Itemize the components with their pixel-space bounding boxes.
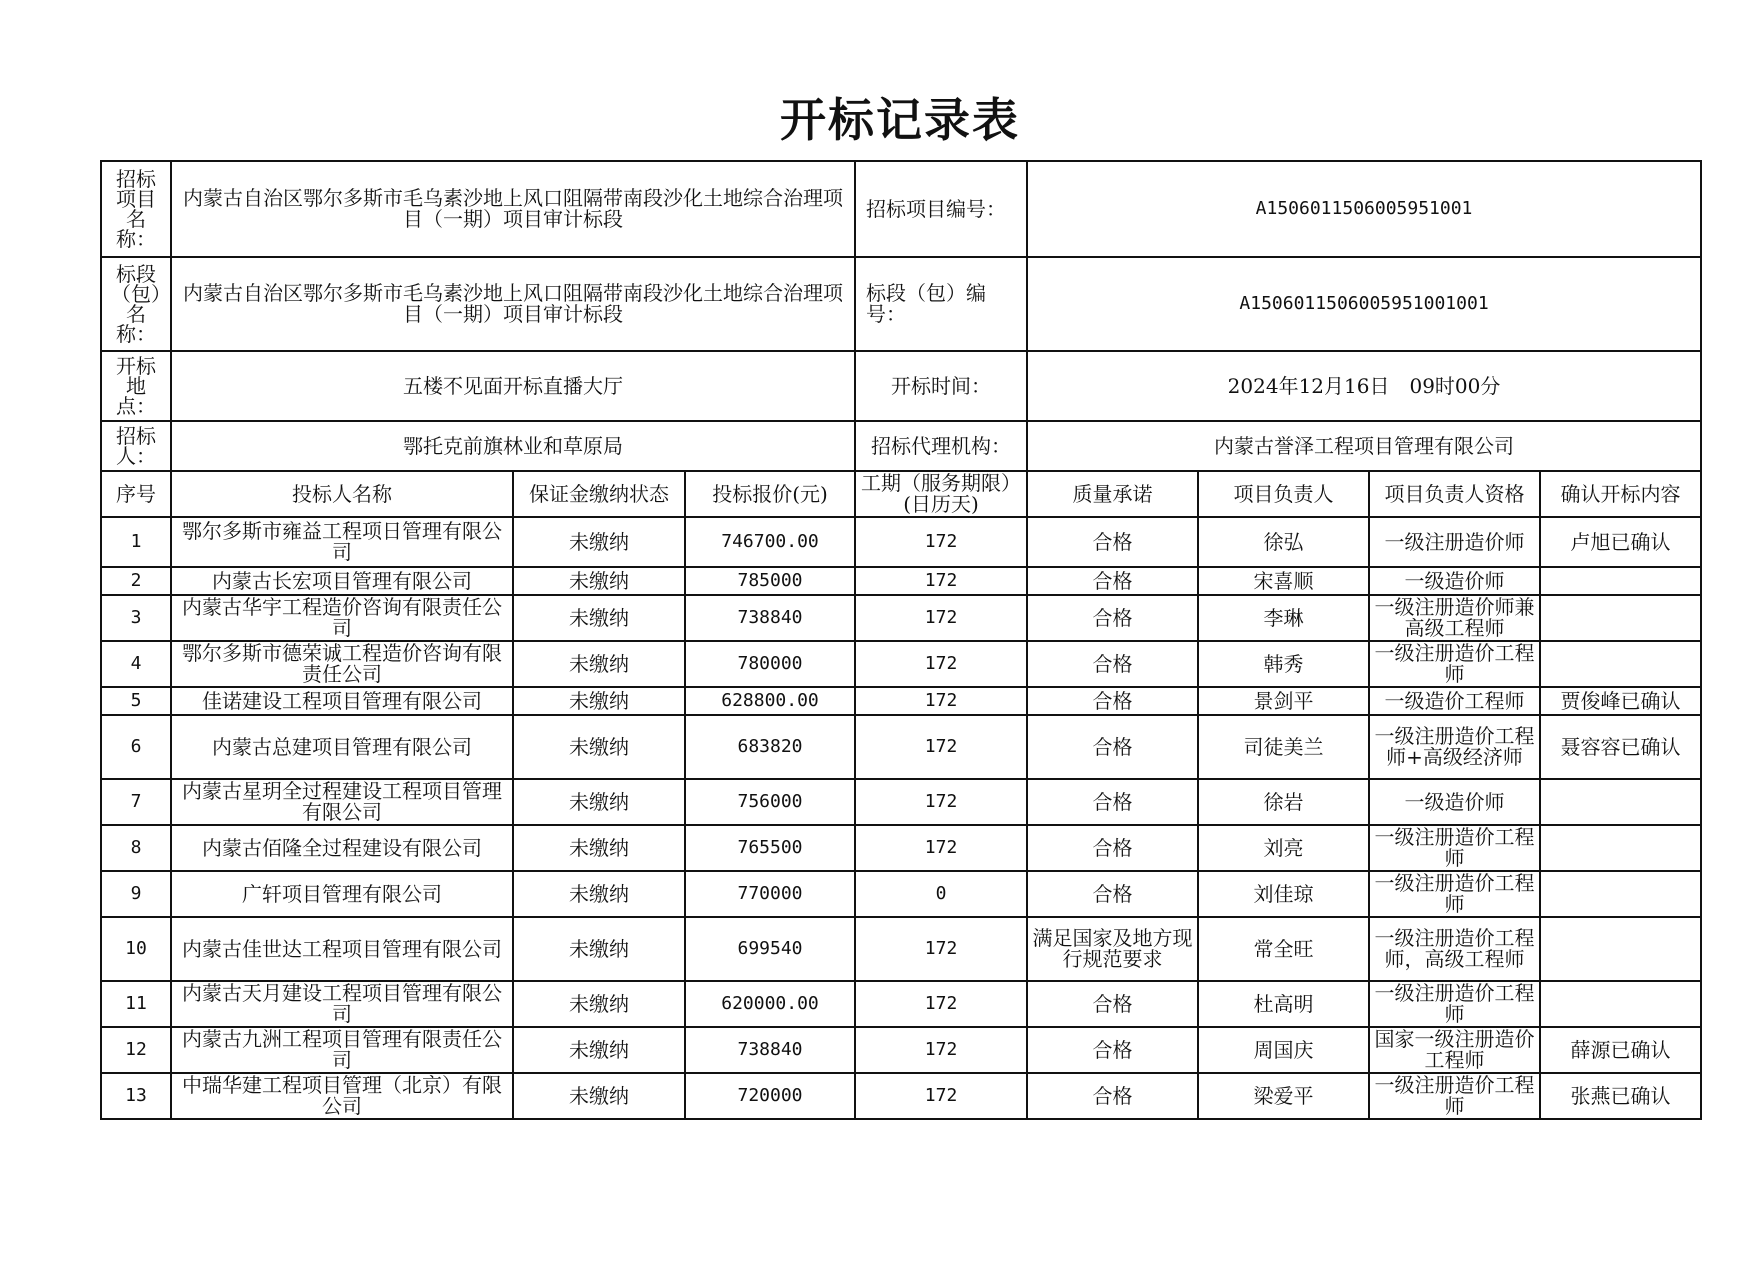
bidder-name: 内蒙古长宏项目管理有限公司	[171, 567, 513, 595]
bidder-name: 内蒙古总建项目管理有限公司	[171, 715, 513, 779]
row-no: 6	[101, 715, 171, 779]
service-period: 172	[855, 715, 1027, 779]
meta-row-project	[101, 161, 1701, 257]
project-name: 内蒙古自治区鄂尔多斯市毛乌素沙地上风口阻隔带南段沙化土地综合治理项目（一期）项目审计标段	[171, 161, 855, 257]
section-no-label: 标段（包）编号：	[855, 257, 1027, 351]
table-row	[101, 715, 1701, 779]
deposit-status: 未缴纳	[513, 517, 685, 567]
agency-label: 招标代理机构：	[855, 421, 1027, 471]
service-period: 172	[855, 1027, 1027, 1073]
quality-commitment: 合格	[1027, 641, 1198, 687]
quality-commitment: 合格	[1027, 779, 1198, 825]
time-label: 开标时间：	[855, 351, 1027, 421]
table-row	[101, 1073, 1701, 1119]
deposit-status: 未缴纳	[513, 641, 685, 687]
manager-qualification: 一级注册造价工程师+高级经济师	[1369, 715, 1540, 779]
row-no: 1	[101, 517, 171, 567]
quality-commitment: 合格	[1027, 567, 1198, 595]
bidder-name: 内蒙古华宇工程造价咨询有限责任公司	[171, 595, 513, 641]
column-header: 投标人名称	[171, 471, 513, 517]
manager-qualification: 一级注册造价工程师	[1369, 981, 1540, 1027]
tenderer: 鄂托克前旗林业和草原局	[171, 421, 855, 471]
column-header: 投标报价(元)	[685, 471, 855, 517]
bid-price: 683820	[685, 715, 855, 779]
bidder-name: 内蒙古天月建设工程项目管理有限公司	[171, 981, 513, 1027]
table-row	[101, 687, 1701, 715]
deposit-status: 未缴纳	[513, 567, 685, 595]
manager-qualification: 一级注册造价工程师，高级工程师	[1369, 917, 1540, 981]
bid-price: 780000	[685, 641, 855, 687]
quality-commitment: 合格	[1027, 517, 1198, 567]
opening-confirmation	[1540, 641, 1701, 687]
service-period: 172	[855, 641, 1027, 687]
manager-qualification: 一级注册造价工程师	[1369, 825, 1540, 871]
quality-commitment: 合格	[1027, 981, 1198, 1027]
quality-commitment: 合格	[1027, 825, 1198, 871]
row-no: 11	[101, 981, 171, 1027]
deposit-status: 未缴纳	[513, 917, 685, 981]
table-row	[101, 1027, 1701, 1073]
meta-row-section	[101, 257, 1701, 351]
project-manager: 李琳	[1198, 595, 1369, 641]
column-header: 项目负责人	[1198, 471, 1369, 517]
bidder-name: 广轩项目管理有限公司	[171, 871, 513, 917]
deposit-status: 未缴纳	[513, 1073, 685, 1119]
service-period: 172	[855, 917, 1027, 981]
service-period: 172	[855, 779, 1027, 825]
bid-rows	[101, 517, 1701, 1119]
opening-confirmation: 薛源已确认	[1540, 1027, 1701, 1073]
row-no: 5	[101, 687, 171, 715]
deposit-status: 未缴纳	[513, 1027, 685, 1073]
manager-qualification: 一级造价师	[1369, 567, 1540, 595]
bid-price: 770000	[685, 871, 855, 917]
quality-commitment: 合格	[1027, 871, 1198, 917]
service-period: 172	[855, 1073, 1027, 1119]
bidder-name: 鄂尔多斯市德荣诚工程造价咨询有限责任公司	[171, 641, 513, 687]
row-no: 10	[101, 917, 171, 981]
row-no: 12	[101, 1027, 171, 1073]
table-row	[101, 779, 1701, 825]
bid-opening-table	[100, 160, 1702, 1120]
project-manager: 梁爱平	[1198, 1073, 1369, 1119]
opening-confirmation	[1540, 871, 1701, 917]
opening-confirmation: 张燕已确认	[1540, 1073, 1701, 1119]
bid-price: 738840	[685, 595, 855, 641]
project-no: A1506011506005951001	[1027, 161, 1701, 257]
opening-confirmation	[1540, 567, 1701, 595]
deposit-status: 未缴纳	[513, 687, 685, 715]
location-label: 开标地点：	[101, 351, 171, 421]
project-manager: 徐岩	[1198, 779, 1369, 825]
bidder-name: 鄂尔多斯市雍益工程项日管理有限公司	[171, 517, 513, 567]
column-header: 质量承诺	[1027, 471, 1198, 517]
project-manager: 司徒美兰	[1198, 715, 1369, 779]
row-no: 8	[101, 825, 171, 871]
row-no: 9	[101, 871, 171, 917]
manager-qualification: 一级造价师	[1369, 779, 1540, 825]
section-name: 内蒙古自治区鄂尔多斯市毛乌素沙地上风口阻隔带南段沙化土地综合治理项目（一期）项目审计标段	[171, 257, 855, 351]
manager-qualification: 一级注册造价工程师	[1369, 871, 1540, 917]
project-manager: 景剑平	[1198, 687, 1369, 715]
deposit-status: 未缴纳	[513, 871, 685, 917]
bidder-name: 中瑞华建工程项目管理（北京）有限公司	[171, 1073, 513, 1119]
deposit-status: 未缴纳	[513, 981, 685, 1027]
row-no: 7	[101, 779, 171, 825]
opening-confirmation	[1540, 825, 1701, 871]
opening-confirmation	[1540, 917, 1701, 981]
opening-confirmation: 卢旭已确认	[1540, 517, 1701, 567]
bidder-name: 内蒙古九洲工程项目管理有限责任公司	[171, 1027, 513, 1073]
service-period: 172	[855, 567, 1027, 595]
bidder-name: 内蒙古星玥全过程建设工程项目管理有限公司	[171, 779, 513, 825]
bid-price: 699540	[685, 917, 855, 981]
manager-qualification: 国家一级注册造价工程师	[1369, 1027, 1540, 1073]
manager-qualification: 一级注册造价工程师	[1369, 641, 1540, 687]
meta-row-location	[101, 351, 1701, 421]
bid-price: 620000.00	[685, 981, 855, 1027]
bid-price: 746700.00	[685, 517, 855, 567]
table-row	[101, 871, 1701, 917]
service-period: 172	[855, 981, 1027, 1027]
project-manager: 周国庆	[1198, 1027, 1369, 1073]
bid-price: 756000	[685, 779, 855, 825]
project-manager: 韩秀	[1198, 641, 1369, 687]
bid-price: 628800.00	[685, 687, 855, 715]
opening-confirmation	[1540, 779, 1701, 825]
column-header: 确认开标内容	[1540, 471, 1701, 517]
column-header: 工期（服务期限）(日历天)	[855, 471, 1027, 517]
section-no: A1506011506005951001001	[1027, 257, 1701, 351]
table-row	[101, 825, 1701, 871]
column-header: 序号	[101, 471, 171, 517]
service-period: 172	[855, 517, 1027, 567]
quality-commitment: 满足国家及地方现行规范要求	[1027, 917, 1198, 981]
row-no: 2	[101, 567, 171, 595]
table-row	[101, 917, 1701, 981]
row-no: 3	[101, 595, 171, 641]
manager-qualification: 一级注册造价师兼高级工程师	[1369, 595, 1540, 641]
bidder-name: 内蒙古佳世达工程项目管理有限公司	[171, 917, 513, 981]
quality-commitment: 合格	[1027, 595, 1198, 641]
opening-confirmation: 聂容容已确认	[1540, 715, 1701, 779]
manager-qualification: 一级注册造价师	[1369, 517, 1540, 567]
opening-confirmation	[1540, 595, 1701, 641]
agency: 内蒙古誉泽工程项目管理有限公司	[1027, 421, 1701, 471]
bidder-name: 内蒙古佰隆全过程建设有限公司	[171, 825, 513, 871]
project-manager: 常全旺	[1198, 917, 1369, 981]
project-name-label: 招标项目名称：	[101, 161, 171, 257]
manager-qualification: 一级注册造价工程师	[1369, 1073, 1540, 1119]
project-no-label: 招标项目编号：	[855, 161, 1027, 257]
bid-price: 720000	[685, 1073, 855, 1119]
quality-commitment: 合格	[1027, 1073, 1198, 1119]
column-header: 项目负责人资格	[1369, 471, 1540, 517]
meta-row-tenderer	[101, 421, 1701, 471]
project-manager: 杜高明	[1198, 981, 1369, 1027]
quality-commitment: 合格	[1027, 1027, 1198, 1073]
project-manager: 刘亮	[1198, 825, 1369, 871]
bid-price: 765500	[685, 825, 855, 871]
bid-price: 785000	[685, 567, 855, 595]
bidder-name: 佳诺建设工程项目管理有限公司	[171, 687, 513, 715]
row-no: 13	[101, 1073, 171, 1119]
table-row	[101, 595, 1701, 641]
project-manager: 刘佳琼	[1198, 871, 1369, 917]
service-period: 172	[855, 687, 1027, 715]
table-row	[101, 567, 1701, 595]
quality-commitment: 合格	[1027, 715, 1198, 779]
deposit-status: 未缴纳	[513, 779, 685, 825]
table-row	[101, 517, 1701, 567]
table-row	[101, 641, 1701, 687]
opening-confirmation	[1540, 981, 1701, 1027]
quality-commitment: 合格	[1027, 687, 1198, 715]
service-period: 172	[855, 595, 1027, 641]
section-name-label: 标段（包）名称：	[101, 257, 171, 351]
column-header-row	[101, 471, 1701, 517]
document-title: 开标记录表	[780, 93, 1020, 147]
manager-qualification: 一级造价工程师	[1369, 687, 1540, 715]
opening-confirmation: 贾俊峰已确认	[1540, 687, 1701, 715]
project-manager: 宋喜顺	[1198, 567, 1369, 595]
service-period: 172	[855, 825, 1027, 871]
row-no: 4	[101, 641, 171, 687]
deposit-status: 未缴纳	[513, 715, 685, 779]
opening-time: 2024年12月16日 09时00分	[1027, 351, 1701, 421]
project-manager: 徐弘	[1198, 517, 1369, 567]
deposit-status: 未缴纳	[513, 825, 685, 871]
deposit-status: 未缴纳	[513, 595, 685, 641]
bid-price: 738840	[685, 1027, 855, 1073]
table-row	[101, 981, 1701, 1027]
column-header: 保证金缴纳状态	[513, 471, 685, 517]
service-period: 0	[855, 871, 1027, 917]
tenderer-label: 招标人：	[101, 421, 171, 471]
location: 五楼不见面开标直播大厅	[171, 351, 855, 421]
